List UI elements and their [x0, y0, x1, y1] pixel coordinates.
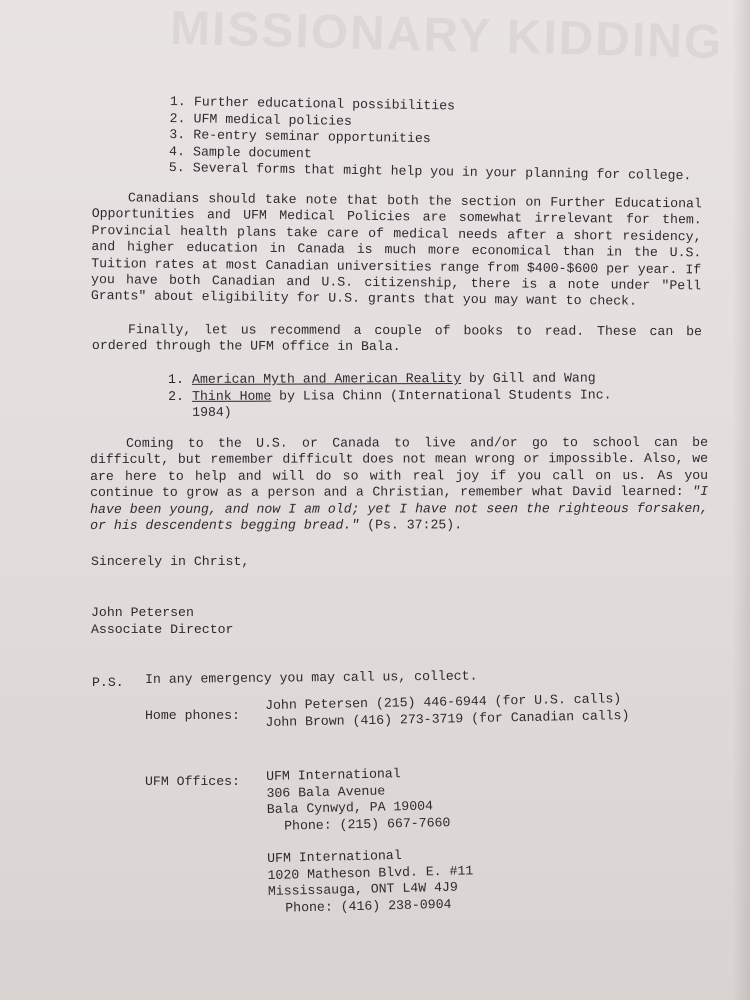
scripture-reference: (Ps. 37:25).	[359, 517, 463, 533]
list-item: 3. Re-entry seminar opportunities	[169, 126, 431, 147]
office-street: 1020 Matheson Blvd. E. #11	[267, 862, 474, 883]
office-name: UFM International	[267, 847, 402, 866]
home-phones	[265, 691, 630, 731]
paragraph-coming: Coming to the U.S. or Canada to live and/or go to school can be difficult, but remember difficult does not mean wrong or impossible. Also, we are here to help and will do so with real joy if you call on us. As you continue to grow as a person and a Christian, remember what David learned: "I have been young, and now I am old; yet I have not seen the righteous forsaken, or his descendents begging bread." (Ps. 37:25).	[90, 434, 709, 534]
office-phone: Phone: (416) 238-0904	[285, 896, 452, 916]
office-phone: Phone: (215) 667-7660	[284, 814, 451, 834]
ps-label: P.S.	[92, 675, 124, 690]
scripture-quote: "I have been young, and now I am old; yet I have not seen the righteous forsaken, or his descendents begging bread."	[90, 484, 709, 534]
office-name: UFM International	[266, 766, 401, 784]
book-title: Think Home	[192, 388, 272, 404]
signer-title: Associate Director	[91, 621, 234, 637]
paragraph-finally: Finally, let us recommend a couple of books to read. These can be ordered through the UFM office in Bala.	[91, 322, 702, 355]
enclosure-list	[169, 94, 693, 185]
offices-label: UFM Offices:	[145, 774, 240, 789]
home-phone-line: John Brown (416) 273-3719 (for Canadian calls)	[265, 707, 630, 730]
page-edge-shadow	[732, 0, 750, 1000]
book-item-continuation: 1984)	[192, 404, 232, 420]
book-item: 1. American Myth and American Reality by Gill and Wang	[168, 370, 596, 387]
office-city: Bala Cynwyd, PA 19004	[266, 798, 434, 817]
ps-text: In any emergency you may call us, collect.	[145, 668, 478, 687]
signature-block	[91, 605, 233, 638]
signer-name: John Petersen	[91, 605, 194, 620]
paragraph-canadians: Canadians should take note that both the section on Further Educational Opportunities and UFM Medical Policies are somewhat irrelevant for them. Provincial health plans take care of medical needs after a short residency, and higher education in Canada is much more economical than in the U.S. Tuition rates at most Canadian universities range from $400-$600 per year. If you have both Canadian and U.S. citizenship, there is a note under "Pell Grants" about eligibility for U.S. grants that you may want to check.	[90, 190, 702, 310]
book-list	[168, 370, 612, 421]
faint-background-heading: MISSIONARY KIDDING	[169, 1, 724, 70]
home-phone-line: John Petersen (215) 446-6944 (for U.S. calls)	[265, 691, 622, 713]
office-ca-address	[267, 846, 474, 917]
list-item: 2. UFM medical policies	[169, 110, 352, 129]
list-item: 4. Sample document	[168, 143, 312, 161]
home-phones-label: Home phones:	[145, 708, 240, 723]
office-street: 306 Bala Avenue	[266, 783, 386, 801]
book-title: American Myth and American Reality	[191, 370, 462, 387]
office-city: Mississauga, ONT L4W 4J9	[267, 879, 458, 899]
list-item: 5. Several forms that might help you in your planning for college.	[168, 159, 692, 184]
office-us-address	[266, 765, 451, 835]
list-item: 1. Further educational possibilities	[169, 94, 456, 114]
closing: Sincerely in Christ,	[91, 554, 250, 569]
book-item: 2. Think Home by Lisa Chinn (International Students Inc.	[168, 386, 612, 404]
